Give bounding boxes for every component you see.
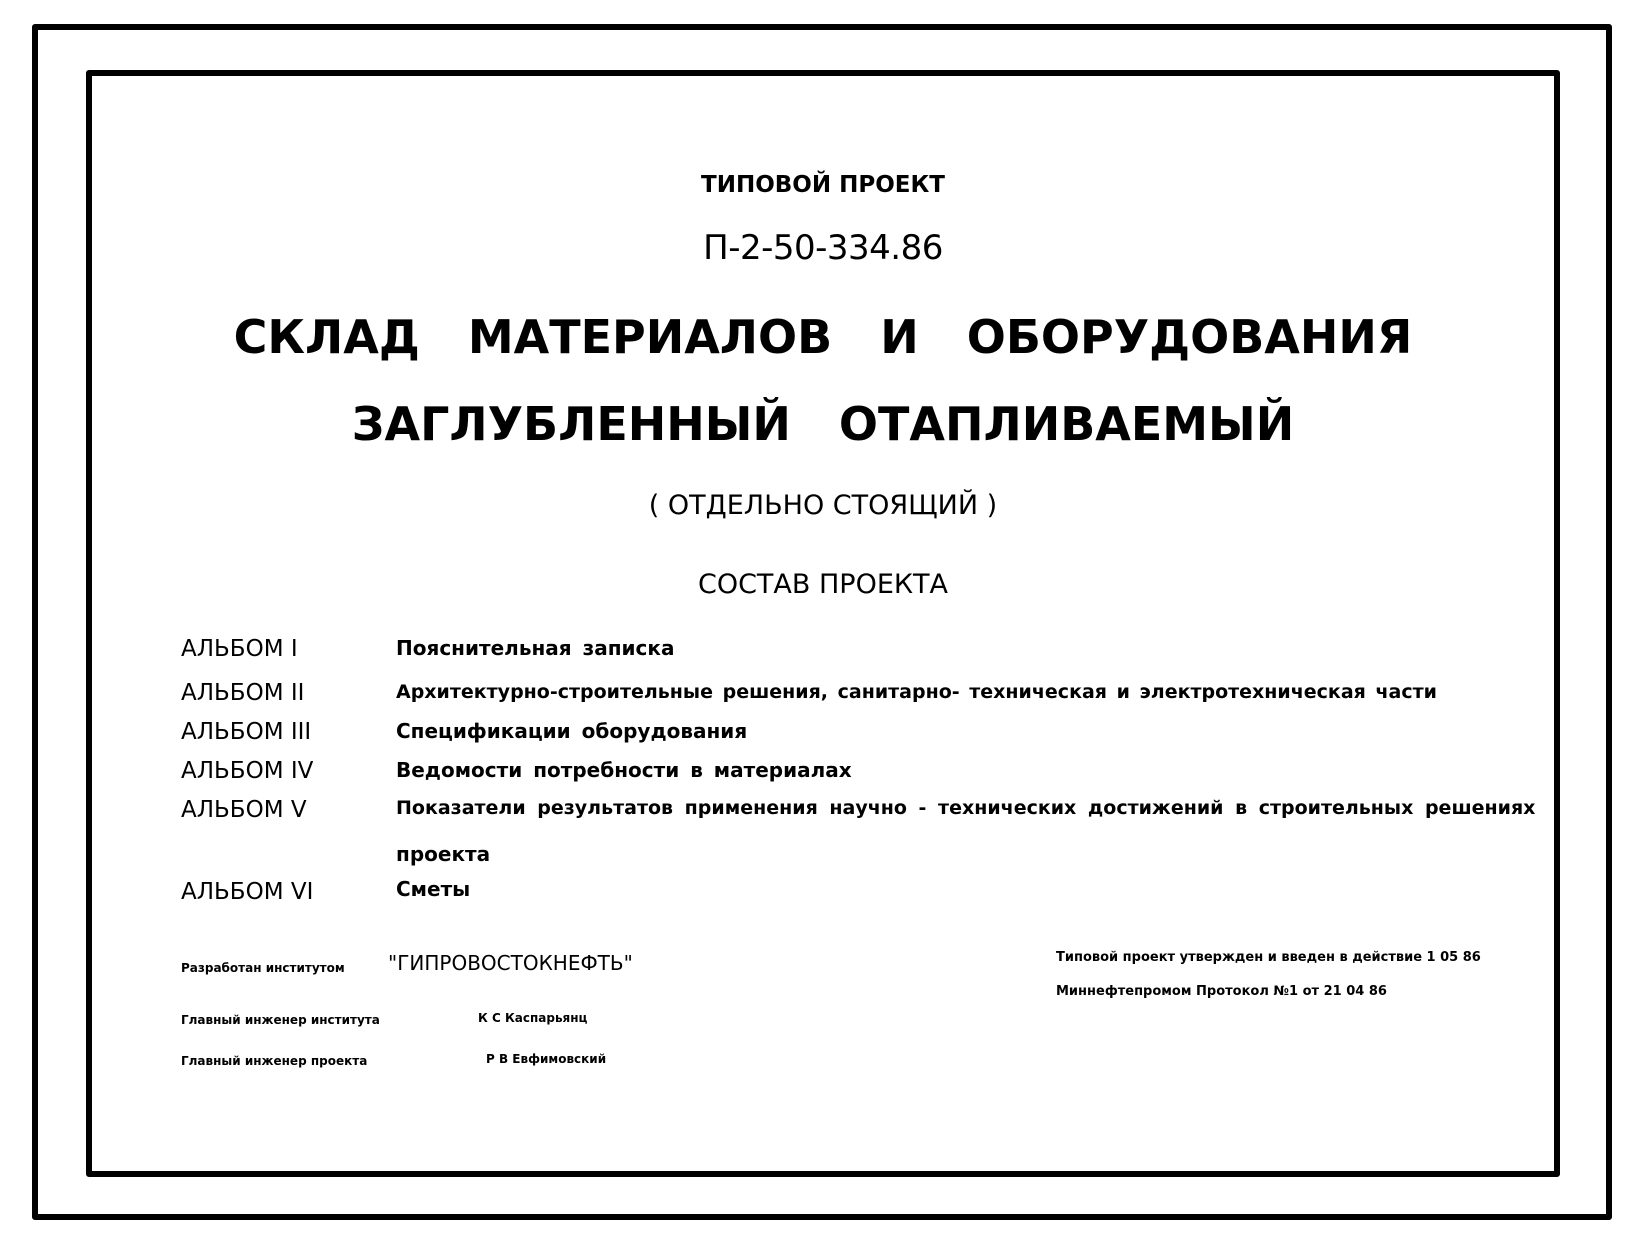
album-5-label: АЛЬБОМ V bbox=[181, 797, 307, 823]
album-5-description: Показатели результатов применения научно - технических достижений в строительных решениях bbox=[396, 797, 1536, 819]
album-2-description: Архитектурно-строительные решения, санитарно- техническая и электротехническая части bbox=[396, 681, 1437, 703]
album-4-label: АЛЬБОМ IV bbox=[181, 758, 314, 784]
album-6-label: АЛЬБОМ VI bbox=[181, 879, 314, 905]
chief-engineer-project-name: Р В Евфимовский bbox=[486, 1052, 607, 1066]
approval-line-2: Миннефтепромом Протокол №1 от 21 04 86 bbox=[1056, 984, 1387, 999]
album-1-description: Пояснительная записка bbox=[396, 636, 675, 660]
album-5-description-cont: проекта bbox=[396, 842, 491, 866]
developed-by-label: Разработан институтом bbox=[181, 961, 345, 975]
album-3-description: Спецификации оборудования bbox=[396, 719, 748, 743]
institute-name: "ГИПРОВОСТОКНЕФТЬ" bbox=[388, 951, 633, 975]
album-4-description: Ведомости потребности в материалах bbox=[396, 758, 852, 782]
project-type-label: ТИПОВОЙ ПРОЕКТ bbox=[701, 172, 945, 198]
subtitle: ( ОТДЕЛЬНО СТОЯЩИЙ ) bbox=[648, 490, 998, 521]
album-1-label: АЛЬБОМ I bbox=[181, 636, 298, 662]
approval-line-1: Типовой проект утвержден и введен в действие 1 05 86 bbox=[1056, 950, 1481, 965]
chief-engineer-project-label: Главный инженер проекта bbox=[181, 1054, 368, 1068]
title-line-1: СКЛАД МАТЕРИАЛОВ И ОБОРУДОВАНИЯ bbox=[233, 310, 1413, 364]
composition-heading: СОСТАВ ПРОЕКТА bbox=[697, 569, 949, 600]
album-3-label: АЛЬБОМ III bbox=[181, 719, 312, 745]
chief-engineer-institute-name: К С Каспарьянц bbox=[478, 1011, 588, 1025]
chief-engineer-institute-label: Главный инженер института bbox=[181, 1013, 380, 1027]
album-2-label: АЛЬБОМ II bbox=[181, 680, 305, 706]
title-line-2: ЗАГЛУБЛЕННЫЙ ОТАПЛИВАЕМЫЙ bbox=[351, 397, 1295, 451]
project-code: П-2-50-334.86 bbox=[703, 228, 943, 268]
album-6-description: Сметы bbox=[396, 877, 471, 901]
